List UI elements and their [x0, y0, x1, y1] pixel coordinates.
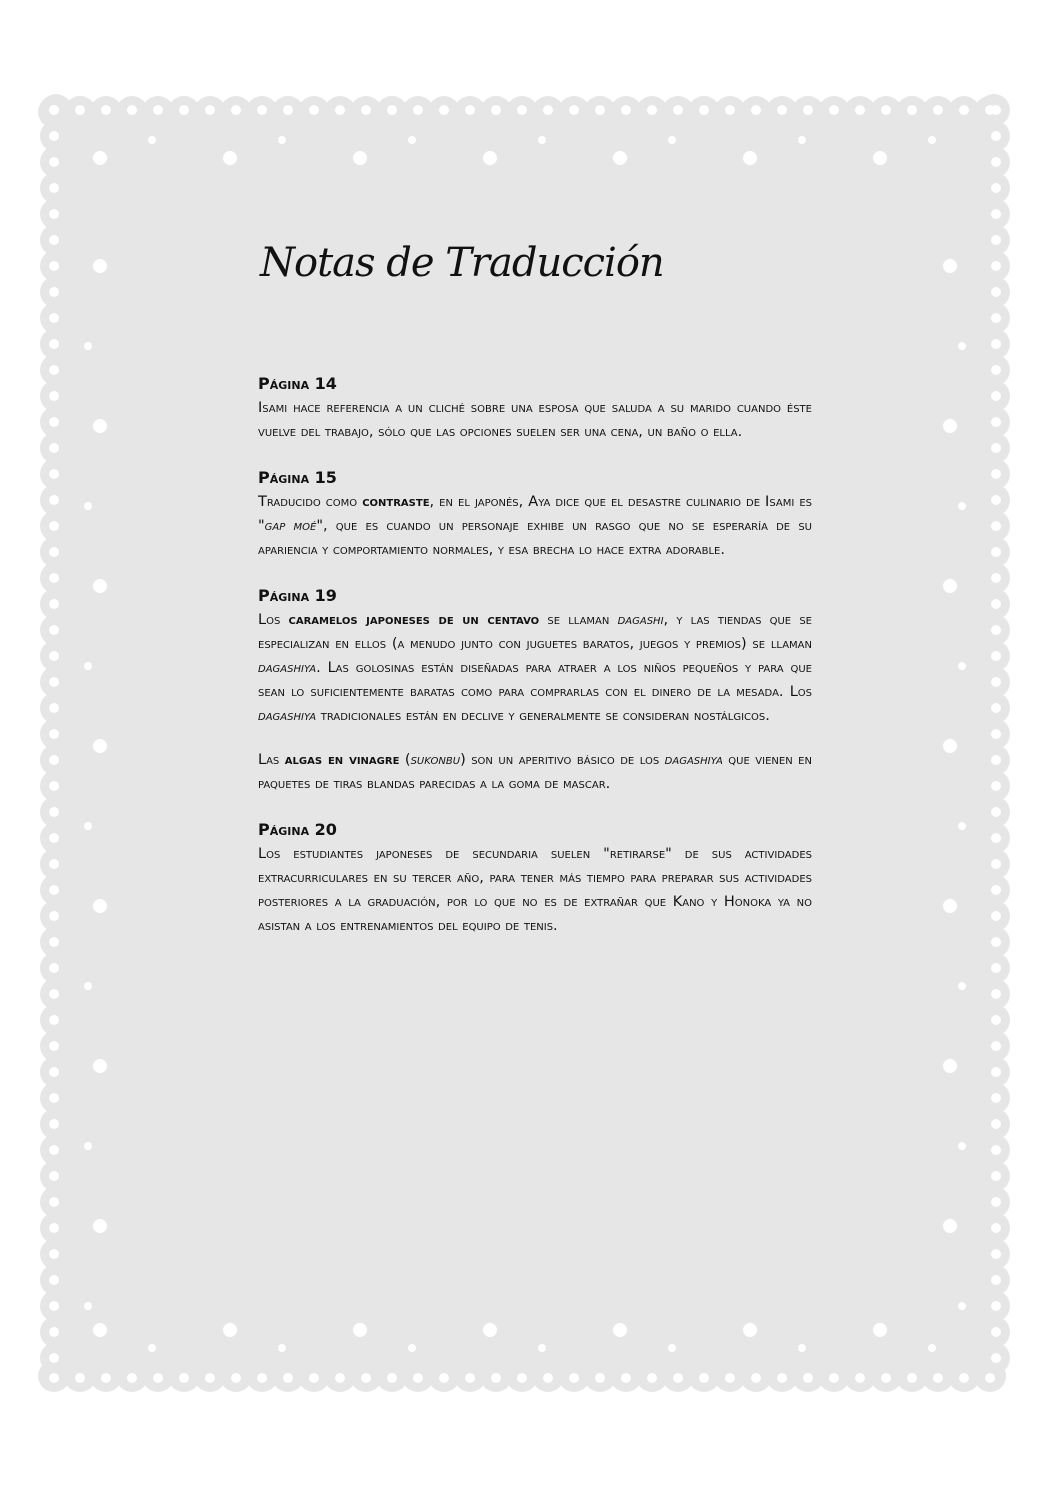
lace-eyelet — [49, 1145, 59, 1155]
lace-eyelet — [798, 1344, 806, 1352]
lace-eyelet — [49, 443, 59, 453]
lace-eyelet — [335, 1373, 345, 1383]
lace-eyelet — [84, 982, 92, 990]
lace-eyelet — [49, 859, 59, 869]
lace-eyelet — [991, 885, 1001, 895]
lace-eyelet — [928, 136, 936, 144]
lace-eyelet — [257, 1373, 267, 1383]
note-section — [258, 466, 812, 562]
lace-eyelet — [958, 982, 966, 990]
lace-eyelet — [49, 261, 59, 271]
lace-eyelet — [621, 105, 631, 115]
lace-eyelet — [49, 209, 59, 219]
lace-eyelet — [991, 599, 1001, 609]
lace-eyelet — [49, 625, 59, 635]
lace-eyelet — [49, 755, 59, 765]
section-heading: Página 15 — [258, 468, 337, 487]
lace-eyelet — [84, 1142, 92, 1150]
text-run: tradicionales están en declive y generalmente se consideran nostálgicos. — [316, 708, 770, 724]
lace-eyelet — [205, 105, 215, 115]
lace-eyelet — [491, 105, 501, 115]
lace-eyelet — [991, 131, 1001, 141]
text-run: Traducido como — [258, 494, 363, 510]
lace-eyelet — [943, 1219, 957, 1233]
lace-eyelet — [49, 1171, 59, 1181]
lace-eyelet — [991, 209, 1001, 219]
lace-eyelet — [49, 547, 59, 557]
lace-eyelet — [49, 1353, 59, 1363]
japanese-term: dagashiya — [258, 708, 317, 724]
lace-eyelet — [991, 625, 1001, 635]
lace-eyelet — [408, 136, 416, 144]
lace-eyelet — [699, 1373, 709, 1383]
lace-eyelet — [49, 833, 59, 843]
lace-eyelet — [153, 1373, 163, 1383]
lace-eyelet — [93, 899, 107, 913]
page-title: Notas de Traducción — [260, 240, 664, 286]
lace-eyelet — [943, 899, 957, 913]
lace-eyelet — [49, 495, 59, 505]
lace-eyelet — [179, 1373, 189, 1383]
lace-eyelet — [517, 105, 527, 115]
lace-eyelet — [387, 1373, 397, 1383]
lace-eyelet — [595, 1373, 605, 1383]
lace-eyelet — [49, 677, 59, 687]
notes-content — [258, 240, 812, 960]
lace-eyelet — [49, 469, 59, 479]
lace-eyelet — [75, 1373, 85, 1383]
lace-eyelet — [49, 1197, 59, 1207]
lace-eyelet — [991, 1171, 1001, 1181]
lace-eyelet — [991, 859, 1001, 869]
lace-eyelet — [49, 391, 59, 401]
lace-eyelet — [49, 703, 59, 713]
lace-eyelet — [93, 419, 107, 433]
lace-eyelet — [933, 1373, 943, 1383]
note-paragraph — [258, 748, 812, 796]
lace-eyelet — [278, 136, 286, 144]
lace-eyelet — [413, 1373, 423, 1383]
lace-eyelet — [231, 105, 241, 115]
lace-eyelet — [283, 105, 293, 115]
lace-eyelet — [725, 1373, 735, 1383]
lace-eyelet — [49, 1275, 59, 1285]
lace-eyelet — [49, 1301, 59, 1311]
note-section — [258, 372, 812, 444]
lace-eyelet — [991, 521, 1001, 531]
japanese-term: gap moé — [264, 518, 317, 534]
lace-eyelet — [991, 287, 1001, 297]
lace-eyelet — [101, 105, 111, 115]
lace-eyelet — [49, 729, 59, 739]
lace-eyelet — [991, 365, 1001, 375]
lace-eyelet — [621, 1373, 631, 1383]
lace-eyelet — [668, 1344, 676, 1352]
lace-eyelet — [49, 1223, 59, 1233]
lace-eyelet — [991, 1327, 1001, 1337]
text-run: ( — [399, 752, 411, 768]
lace-eyelet — [943, 579, 957, 593]
lace-eyelet — [751, 1373, 761, 1383]
lace-eyelet — [93, 259, 107, 273]
lace-eyelet — [613, 151, 627, 165]
text-run: se llaman — [539, 612, 618, 628]
lace-eyelet — [413, 105, 423, 115]
lace-eyelet — [93, 151, 107, 165]
lace-eyelet — [49, 1093, 59, 1103]
lace-eyelet — [517, 1373, 527, 1383]
lace-eyelet — [538, 1344, 546, 1352]
lace-eyelet — [991, 1041, 1001, 1051]
lace-eyelet — [223, 151, 237, 165]
lace-eyelet — [543, 105, 553, 115]
lace-eyelet — [907, 1373, 917, 1383]
section-heading: Página 19 — [258, 586, 337, 605]
lace-eyelet — [84, 1302, 92, 1310]
lace-eyelet — [743, 1323, 757, 1337]
lace-eyelet — [991, 157, 1001, 167]
lace-eyelet — [483, 1323, 497, 1337]
lace-eyelet — [569, 1373, 579, 1383]
lace-eyelet — [153, 105, 163, 115]
lace-eyelet — [49, 183, 59, 193]
lace-eyelet — [991, 755, 1001, 765]
lace-eyelet — [647, 1373, 657, 1383]
lace-eyelet — [991, 339, 1001, 349]
note-section — [258, 818, 812, 938]
lace-eyelet — [309, 1373, 319, 1383]
section-heading: Página 14 — [258, 374, 337, 393]
lace-eyelet — [803, 105, 813, 115]
lace-eyelet — [991, 703, 1001, 713]
lace-eyelet — [991, 443, 1001, 453]
lace-eyelet — [881, 1373, 891, 1383]
lace-eyelet — [991, 417, 1001, 427]
lace-eyelet — [49, 1067, 59, 1077]
lace-eyelet — [49, 521, 59, 531]
lace-eyelet — [49, 911, 59, 921]
lace-eyelet — [777, 1373, 787, 1383]
lace-eyelet — [569, 105, 579, 115]
lace-eyelet — [223, 1323, 237, 1337]
lace-eyelet — [991, 1145, 1001, 1155]
lace-eyelet — [873, 1323, 887, 1337]
note-paragraph — [258, 608, 812, 728]
lace-eyelet — [991, 1301, 1001, 1311]
lace-eyelet — [353, 151, 367, 165]
lace-eyelet — [75, 105, 85, 115]
lace-eyelet — [408, 1344, 416, 1352]
lace-eyelet — [335, 105, 345, 115]
highlighted-term: algas en vinagre — [284, 752, 400, 768]
note-section — [258, 584, 812, 796]
lace-eyelet — [958, 1142, 966, 1150]
lace-eyelet — [231, 1373, 241, 1383]
lace-eyelet — [991, 547, 1001, 557]
lace-eyelet — [49, 235, 59, 245]
text-run: que vienen en paquetes de tiras blandas parecidas a la goma de mascar. — [258, 752, 812, 792]
section-heading: Página 20 — [258, 820, 337, 839]
lace-eyelet — [84, 822, 92, 830]
lace-eyelet — [673, 105, 683, 115]
lace-eyelet — [991, 1223, 1001, 1233]
lace-eyelet — [699, 105, 709, 115]
lace-eyelet — [49, 573, 59, 583]
lace-eyelet — [49, 1373, 59, 1383]
lace-eyelet — [93, 1219, 107, 1233]
lace-eyelet — [991, 1093, 1001, 1103]
lace-eyelet — [613, 1323, 627, 1337]
lace-eyelet — [148, 1344, 156, 1352]
lace-eyelet — [93, 1059, 107, 1073]
text-run: , y las tiendas que se especializan en ellos (a menudo junto con juguetes baratos, juegos y premios) se llaman — [258, 612, 812, 652]
lace-eyelet — [991, 469, 1001, 479]
lace-eyelet — [205, 1373, 215, 1383]
lace-eyelet — [49, 937, 59, 947]
lace-eyelet — [668, 136, 676, 144]
lace-eyelet — [49, 651, 59, 661]
lace-eyelet — [439, 105, 449, 115]
lace-eyelet — [84, 342, 92, 350]
lace-eyelet — [943, 1059, 957, 1073]
lace-eyelet — [93, 1323, 107, 1337]
lace-eyelet — [49, 339, 59, 349]
text-run: , en el japonés, Aya dice que el desastre culinario de Isami es " — [258, 494, 812, 534]
lace-eyelet — [991, 1353, 1001, 1363]
lace-eyelet — [991, 261, 1001, 271]
lace-eyelet — [959, 1373, 969, 1383]
lace-eyelet — [49, 599, 59, 609]
lace-eyelet — [49, 313, 59, 323]
lace-eyelet — [991, 989, 1001, 999]
lace-eyelet — [777, 105, 787, 115]
lace-eyelet — [829, 1373, 839, 1383]
lace-eyelet — [538, 136, 546, 144]
lace-eyelet — [673, 1373, 683, 1383]
lace-eyelet — [991, 313, 1001, 323]
lace-eyelet — [959, 105, 969, 115]
lace-eyelet — [991, 729, 1001, 739]
lace-eyelet — [49, 1015, 59, 1025]
lace-eyelet — [93, 579, 107, 593]
lace-eyelet — [49, 1249, 59, 1259]
lace-eyelet — [958, 822, 966, 830]
lace-eyelet — [84, 662, 92, 670]
lace-eyelet — [93, 739, 107, 753]
lace-eyelet — [49, 131, 59, 141]
lace-eyelet — [543, 1373, 553, 1383]
lace-eyelet — [49, 989, 59, 999]
lace-eyelet — [991, 1119, 1001, 1129]
lace-eyelet — [958, 1302, 966, 1310]
text-run: Los — [258, 612, 289, 628]
lace-eyelet — [101, 1373, 111, 1383]
lace-eyelet — [127, 1373, 137, 1383]
lace-eyelet — [991, 573, 1001, 583]
highlighted-term: contraste — [362, 494, 430, 510]
lace-eyelet — [991, 1067, 1001, 1077]
lace-eyelet — [991, 183, 1001, 193]
japanese-term: sukonbu — [410, 752, 461, 768]
japanese-term: dagashiya — [258, 660, 317, 676]
lace-eyelet — [278, 1344, 286, 1352]
note-paragraph — [258, 490, 812, 562]
lace-eyelet — [49, 105, 59, 115]
text-run: Las — [258, 752, 285, 768]
lace-eyelet — [465, 105, 475, 115]
lace-eyelet — [595, 105, 605, 115]
lace-eyelet — [991, 1197, 1001, 1207]
notes-sections — [258, 372, 812, 938]
lace-eyelet — [49, 1327, 59, 1337]
lace-eyelet — [991, 807, 1001, 817]
lace-eyelet — [127, 105, 137, 115]
lace-eyelet — [353, 1323, 367, 1337]
lace-eyelet — [881, 105, 891, 115]
lace-eyelet — [387, 105, 397, 115]
lace-eyelet — [991, 911, 1001, 921]
japanese-term: dagashi — [617, 612, 664, 628]
lace-eyelet — [49, 157, 59, 167]
lace-eyelet — [49, 781, 59, 791]
note-paragraph — [258, 396, 812, 444]
lace-eyelet — [491, 1373, 501, 1383]
lace-eyelet — [257, 105, 267, 115]
lace-eyelet — [991, 1249, 1001, 1259]
lace-eyelet — [933, 105, 943, 115]
lace-eyelet — [49, 1041, 59, 1051]
lace-eyelet — [958, 502, 966, 510]
lace-eyelet — [991, 651, 1001, 661]
lace-eyelet — [49, 885, 59, 895]
text-run: ", que es cuando un personaje exhibe un rasgo que no se esperaría de su apariencia y comportamiento normales, y esa brecha lo hace extra adorable. — [258, 518, 812, 558]
lace-eyelet — [991, 1275, 1001, 1285]
lace-eyelet — [829, 105, 839, 115]
lace-eyelet — [991, 1015, 1001, 1025]
lace-eyelet — [439, 1373, 449, 1383]
lace-eyelet — [483, 151, 497, 165]
japanese-term: dagashiya — [664, 752, 723, 768]
lace-eyelet — [465, 1373, 475, 1383]
lace-eyelet — [991, 105, 1001, 115]
lace-eyelet — [991, 781, 1001, 791]
lace-eyelet — [991, 937, 1001, 947]
lace-eyelet — [943, 739, 957, 753]
lace-eyelet — [309, 105, 319, 115]
lace-eyelet — [991, 963, 1001, 973]
lace-eyelet — [49, 807, 59, 817]
lace-eyelet — [803, 1373, 813, 1383]
lace-eyelet — [798, 136, 806, 144]
lace-eyelet — [49, 365, 59, 375]
lace-eyelet — [743, 151, 757, 165]
note-paragraph — [258, 842, 812, 938]
lace-eyelet — [751, 105, 761, 115]
lace-eyelet — [84, 502, 92, 510]
lace-eyelet — [49, 417, 59, 427]
lace-eyelet — [991, 495, 1001, 505]
lace-eyelet — [991, 677, 1001, 687]
lace-eyelet — [49, 1119, 59, 1129]
lace-eyelet — [991, 235, 1001, 245]
lace-eyelet — [855, 105, 865, 115]
lace-eyelet — [855, 1373, 865, 1383]
lace-eyelet — [928, 1344, 936, 1352]
lace-eyelet — [943, 259, 957, 273]
lace-eyelet — [148, 136, 156, 144]
lace-eyelet — [991, 833, 1001, 843]
lace-eyelet — [943, 419, 957, 433]
lace-eyelet — [907, 105, 917, 115]
text-run: ) son un aperitivo básico de los — [460, 752, 665, 768]
lace-eyelet — [361, 105, 371, 115]
text-run: Isami hace referencia a un cliché sobre una esposa que saluda a su marido cuando éste vuelve del trabajo, sólo que las opciones suelen ser una cena, un baño o ella. — [258, 400, 812, 440]
lace-eyelet — [958, 342, 966, 350]
lace-eyelet — [49, 963, 59, 973]
highlighted-term: caramelos japoneses de un centavo — [288, 612, 540, 628]
lace-eyelet — [283, 1373, 293, 1383]
lace-eyelet — [991, 391, 1001, 401]
lace-eyelet — [647, 105, 657, 115]
text-run: Los estudiantes japoneses de secundaria suelen "retirarse" de sus actividades extracurriculares en su tercer año, para tener más tiempo para preparar sus actividades posteriores a la graduación, por lo que no es de extrañar que Kano y Honoka ya no asistan a los entrenamientos del equipo de tenis. — [258, 846, 812, 934]
lace-eyelet — [985, 1373, 995, 1383]
lace-eyelet — [49, 287, 59, 297]
lace-eyelet — [873, 151, 887, 165]
lace-eyelet — [958, 662, 966, 670]
text-run: . Las golosinas están diseñadas para atraer a los niños pequeños y para que sean lo suficientemente baratas como para comprarlas con el dinero de la mesada. Los — [258, 660, 812, 700]
lace-eyelet — [361, 1373, 371, 1383]
lace-eyelet — [179, 105, 189, 115]
lace-eyelet — [725, 105, 735, 115]
